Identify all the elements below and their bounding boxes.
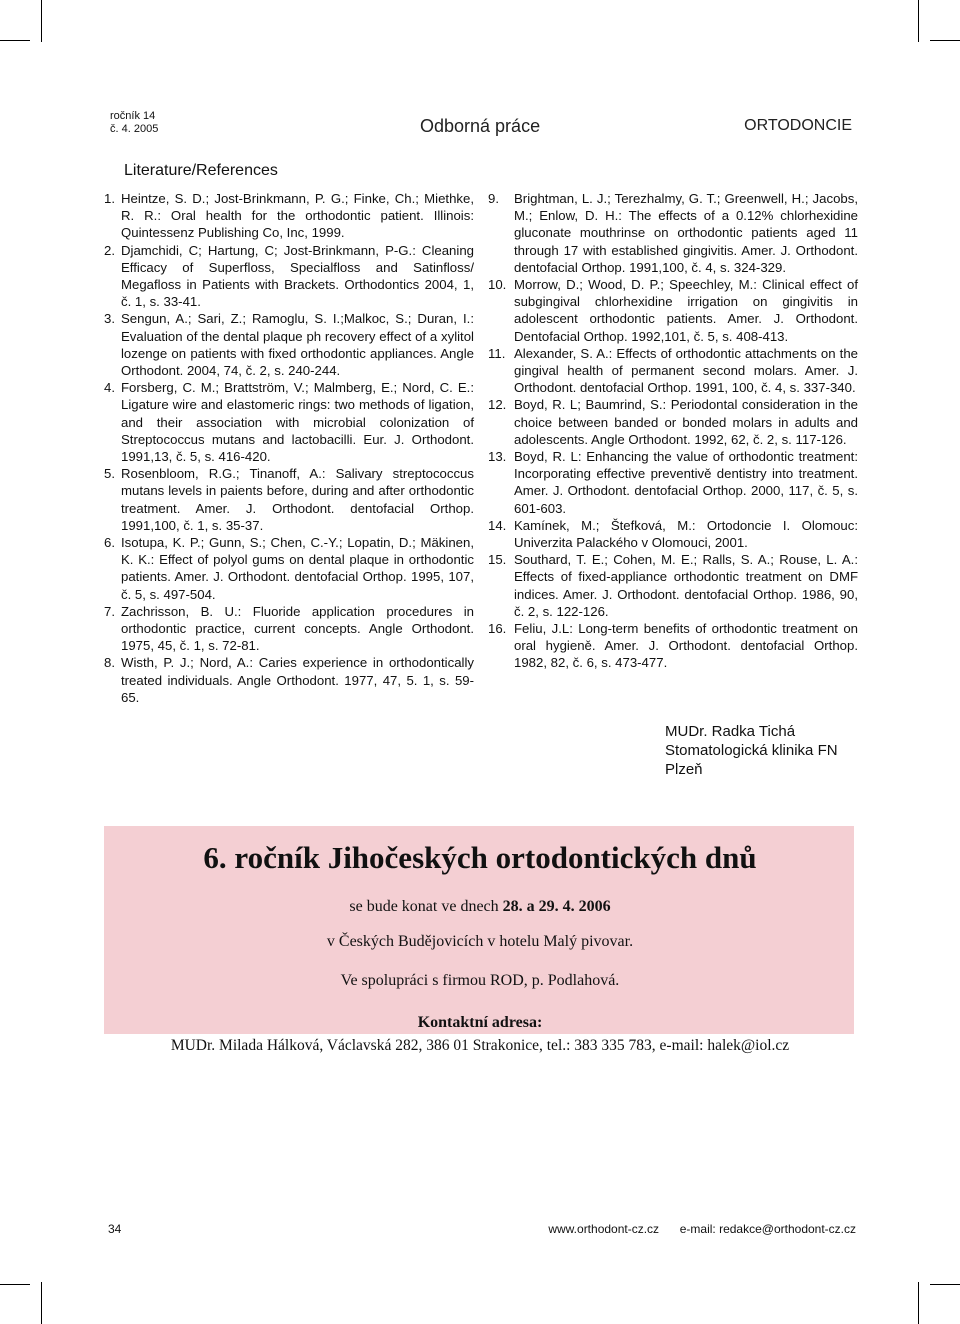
reference-text: Boyd, R. L: Enhancing the value of orthodontic treatment: Incorporating effective preventivě dentistry into treatment. Amer. J. Orthodont. dentofacial Orthop. 2000, 117, č. 5, s. 601-603.	[514, 449, 858, 516]
reference-item	[104, 465, 474, 534]
reference-item	[104, 379, 474, 465]
reference-number: 7.	[104, 603, 115, 619]
references-heading: Literature/References	[124, 162, 278, 179]
author-name: MUDr. Radka Tichá	[665, 723, 796, 740]
reference-number: 10.	[488, 277, 507, 293]
reference-number: 4.	[104, 380, 115, 396]
reference-item	[104, 242, 474, 311]
reference-number: 8.	[104, 655, 115, 671]
reference-number: 5.	[104, 466, 115, 482]
reference-text: Sengun, A.; Sari, Z.; Ramoglu, S. I.;Malkoc, S.; Duran, I.: Evaluation of the dental plaque ph recovery effect of a xylitol lozenge on patients with fixed orthodontic appliances. Angle Orthodont. 2004, 74, č. 2, s. 240-244.	[121, 311, 474, 379]
reference-text: Brightman, L. J.; Terezhalmy, G. T.; Greenwell, H.; Jacobs, M.; Enlow, D. H.: The effects of a 0.12% chlorhexidine gluconate mouthrinse on orthodontic patients aged 11 through 17 with established gingivitis. Amer. J. Orthodont. dentofacial Orthop. 1991,100, č. 4, s. 324-329.	[514, 191, 858, 275]
reference-text: Isotupa, K. P.; Gunn, S.; Chen, C.-Y.; Lopatin, D.; Mäkinen, K. K.: Effect of polyol gums on dental plaque in orthodontic patients. Amer. J. Orthodont. dentofacial Orthop. 1995, 107, č. 5, s. 497-504.	[121, 535, 474, 602]
reference-item	[488, 345, 858, 397]
author-signature	[665, 722, 838, 779]
announcement-date-prefix: se bude konat ve dnech	[349, 898, 499, 915]
announcement-partner: Ve spolupráci s firmou ROD, p. Podlahová.	[340, 972, 620, 989]
announcement-contact-label	[0, 1014, 960, 1032]
reference-item	[488, 620, 858, 672]
reference-text: Kamínek, M.; Štefková, M.: Ortodoncie I. Olomouc: Univerzita Palackého v Olomouci, 2001.	[514, 517, 858, 551]
author-clinic: Stomatologická klinika FN	[665, 742, 838, 759]
crop-mark	[918, 1282, 919, 1324]
reference-text: Morrow, D.; Wood, D. P.; Speechley, M.: Clinical effect of subgingival chlorhexidine irrigation on gingivitis in adolescent orthodontic patients. Amer. J. Orthodont. Dentofacial Orthop. 1992,101, č. 5, s. 408-413.	[514, 277, 858, 344]
reference-text: Forsberg, C. M.; Brattström, V.; Malmberg, E.; Nord, C. E.: Ligature wire and elastomeric rings: two methods of ligation, and their association with microbial colonization of Streptococcus mutans and lactobacilli. Eur. J. Orthodont. 1991,13, č. 5, s. 416-420.	[121, 380, 474, 465]
reference-item	[104, 654, 474, 706]
issue-info	[110, 110, 158, 136]
reference-text: Heintze, S. D.; Jost-Brinkmann, P. G.; Finke, Ch.; Miethke, R. R.: Oral health for the orthodontic patient. Illinois: Quintessenz Publishing Co, Inc, 1999.	[121, 191, 474, 241]
references-left-column	[104, 190, 474, 706]
reference-item	[488, 551, 858, 620]
announcement-contact: MUDr. Milada Hálková, Václavská 282, 386 01 Strakonice, tel.: 383 335 783, e-mail: halek@iol.cz	[170, 1037, 790, 1054]
reference-item	[488, 276, 858, 345]
contact-label-text: Kontaktní adresa:	[417, 1014, 543, 1031]
crop-mark	[918, 0, 919, 42]
reference-text: Djamchidi, C; Hartung, C; Jost-Brinkmann, P-G.: Cleaning Efficacy of Superfloss, Specialfloss and Satinfloss/ Megafloss in Patients with Brackets. Orthodontics 2004, 1, č. 1, s. 33-41.	[121, 242, 474, 310]
reference-text: Alexander, S. A.: Effects of orthodontic attachments on the gingival health of permanent second molars. Amer. J. Orthodont. dentofacial Orthop. 1991, 100, č. 4, s. 337-340.	[514, 345, 858, 396]
reference-number: 14.	[488, 517, 507, 533]
footer-contact	[548, 1222, 856, 1236]
reference-item	[488, 517, 858, 551]
crop-mark	[0, 1284, 30, 1285]
reference-text: Southard, T. E.; Cohen, M. E.; Ralls, S. A.; Rouse, L. A.: Effects of fixed-appliance orthodontic treatment on DMF indices. Amer. J. Orthodont. dentofacial Orthop. 1986, 90, č. 2, s. 122-126.	[514, 552, 858, 619]
reference-text: Feliu, J.L: Long-term benefits of orthodontic treatment on oral hygieně. Amer. J. Orthodont. dentofacial Orthop. 1982, 82, č. 6, s. 473-477.	[514, 621, 858, 671]
announcement-title: 6. ročník Jihočeských ortodontických dnů	[203, 840, 757, 875]
issue-volume: ročník 14	[110, 110, 156, 122]
page-number: 34	[108, 1222, 122, 1236]
footer-email[interactable]: e-mail: redakce@orthodont-cz.cz	[679, 1222, 856, 1236]
reference-number: 3.	[104, 311, 115, 327]
reference-number: 16.	[488, 621, 507, 637]
section-title: Odborná práce	[420, 116, 541, 136]
announcement-venue: v Českých Budějovicích v hotelu Malý pivovar.	[326, 933, 634, 950]
announcement-date-line	[0, 898, 960, 916]
issue-number: č. 4. 2005	[110, 123, 159, 135]
reference-number: 6.	[104, 535, 115, 551]
reference-text: Zachrisson, B. U.: Fluoride application procedures in orthodontic practice, current concepts. Angle Orthodont. 1975, 45, č. 1, s. 72-81.	[121, 603, 474, 654]
reference-number: 2.	[104, 242, 115, 258]
reference-item	[104, 190, 474, 242]
crop-mark	[0, 40, 30, 41]
crop-mark	[41, 1282, 42, 1324]
reference-item	[104, 534, 474, 603]
reference-number: 13.	[488, 449, 507, 465]
reference-number: 11.	[488, 345, 506, 361]
crop-mark	[930, 1284, 960, 1285]
crop-mark	[41, 0, 42, 42]
reference-item	[488, 396, 858, 448]
reference-item	[488, 190, 858, 276]
reference-number: 15.	[488, 552, 507, 568]
reference-number: 12.	[488, 397, 507, 413]
announcement-date: 28. a 29. 4. 2006	[502, 898, 611, 915]
reference-number: 1.	[104, 191, 115, 206]
reference-text: Wisth, P. J.; Nord, A.: Caries experience in orthodontically treated individuals. Angle Orthodont. 1977, 47, 5. 1, s. 59-65.	[121, 655, 474, 705]
footer-website[interactable]: www.orthodont-cz.cz	[548, 1222, 660, 1236]
reference-item	[104, 310, 474, 379]
reference-item	[104, 603, 474, 655]
references-right-column	[488, 190, 858, 672]
reference-number: 9.	[488, 191, 499, 206]
author-city: Plzeň	[665, 761, 703, 778]
reference-text: Boyd, R. L; Baumrind, S.: Periodontal consideration in the choice between banded or bonded molars in adults and adolescents. Angle Orthodont. 1992, 62, č. 2, s. 117-126.	[514, 397, 858, 447]
journal-name: ORTODONCIE	[744, 117, 852, 134]
reference-item	[488, 448, 858, 517]
crop-mark	[930, 40, 960, 41]
reference-text: Rosenbloom, R.G.; Tinanoff, A.: Salivary streptococcus mutans levels in paients before, during and after orthodontic treatment. Amer. J. Orthodont. dentofacial Orthop. 1991,100, č. 1, s. 35-37.	[121, 466, 474, 533]
